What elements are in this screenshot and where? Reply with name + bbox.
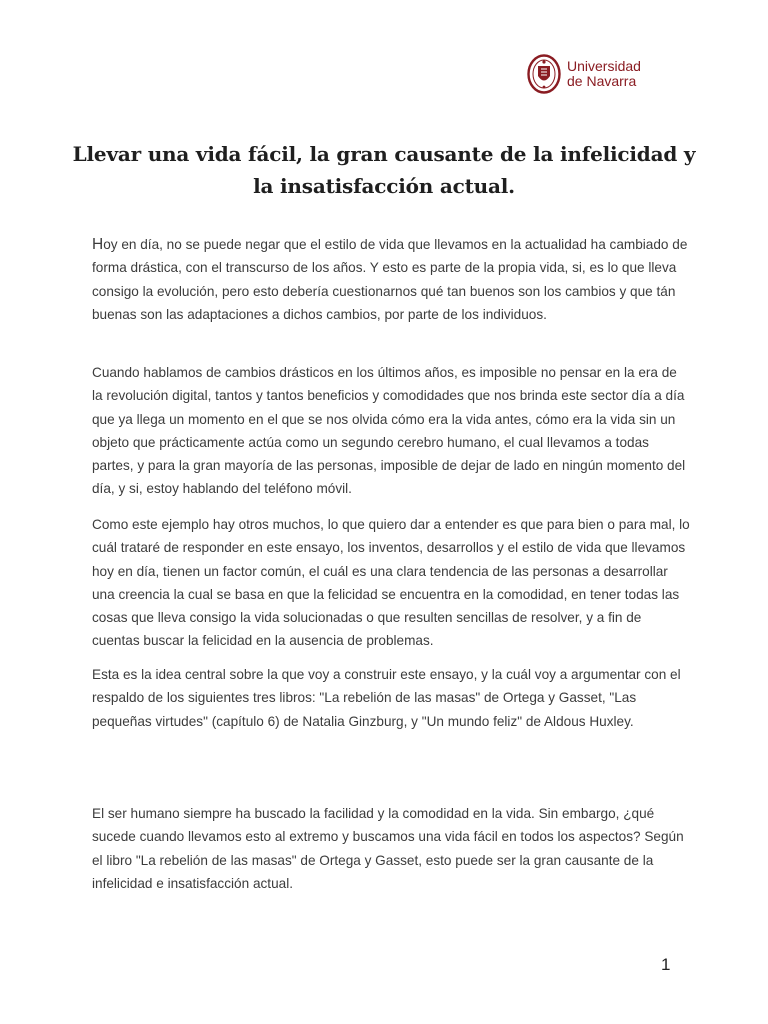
paragraph-5: El ser humano siempre ha buscado la facilidad y la comodidad en la vida. Sin embargo, ¿qué sucede cuando llevamos esto al extremo y buscamos una vida fácil en todos los aspectos? Según el libro "La rebelión de las masas" de Ortega y Gasset, esto puede ser la gran causante de la infelicidad e insatisfacción actual. [92,806,684,891]
paragraph-2: Cuando hablamos de cambios drásticos en los últimos años, es imposible no pensar en la era de la revolución digital, tantos y tantos beneficios y comodidades que nos brinda este sector día a día que ya llega un momento en el que se nos olvida cómo era la vida antes, cómo era la vida sin un objeto que prácticamente actúa como un segundo cerebro humano, el cual llevamos a todas partes, y para la gran mayoría de las personas, imposible de dejar de lado en ningún momento del día, y si, estoy hablando del teléfono móvil. [92,365,686,497]
paragraph-1-initial: H [92,236,104,253]
paragraph-1-text: oy en día, no se puede negar que el estilo de vida que llevamos en la actualidad ha cambiado de forma drástica, con el transcurso de los años. Y esto es parte de la propia vida, si, es lo que lleva consigo la evolución, pero esto debería cuestionarnos qué tan buenos son los cambios y que tán buenas son las adaptaciones a dichos cambios, por parte de los individuos. [92,237,688,322]
university-logo [527,50,667,98]
university-name [567,59,641,89]
page-number: 1 [661,955,671,974]
logo-line-2: de Navarra [567,73,637,89]
logo-line-1: Universidad [567,58,641,74]
paragraph-3: Como este ejemplo hay otros muchos, lo que quiero dar a entender es que para bien o para mal, lo cuál trataré de responder en este ensayo, los inventos, desarrollos y el estilo de vida que llevamos hoy en día, tienen un factor común, el cuál es una clara tendencia de las personas a desarrollar una creencia la cual se basa en que la felicidad se encuentra en la comodidad, en tener todas las cosas que lleva consigo la vida solucionadas o que resulten sencillas de resolver, y a fin de cuentas buscar la felicidad en la ausencia de problemas. [92,517,690,649]
document-title: Llevar una vida fácil, la gran causante de la infelicidad y la insatisfacción actual. [72,142,696,198]
university-seal-icon [527,54,561,94]
paragraph-4: Esta es la idea central sobre la que voy a construir este ensayo, y la cuál voy a argumentar con el respaldo de los siguientes tres libros: "La rebelión de las masas" de Ortega y Gasset, "Las pequeñas virtudes" (capítulo 6) de Natalia Ginzburg, y "Un mundo feliz" de Aldous Huxley. [92,667,681,729]
paragraph-1 [92,233,690,326]
